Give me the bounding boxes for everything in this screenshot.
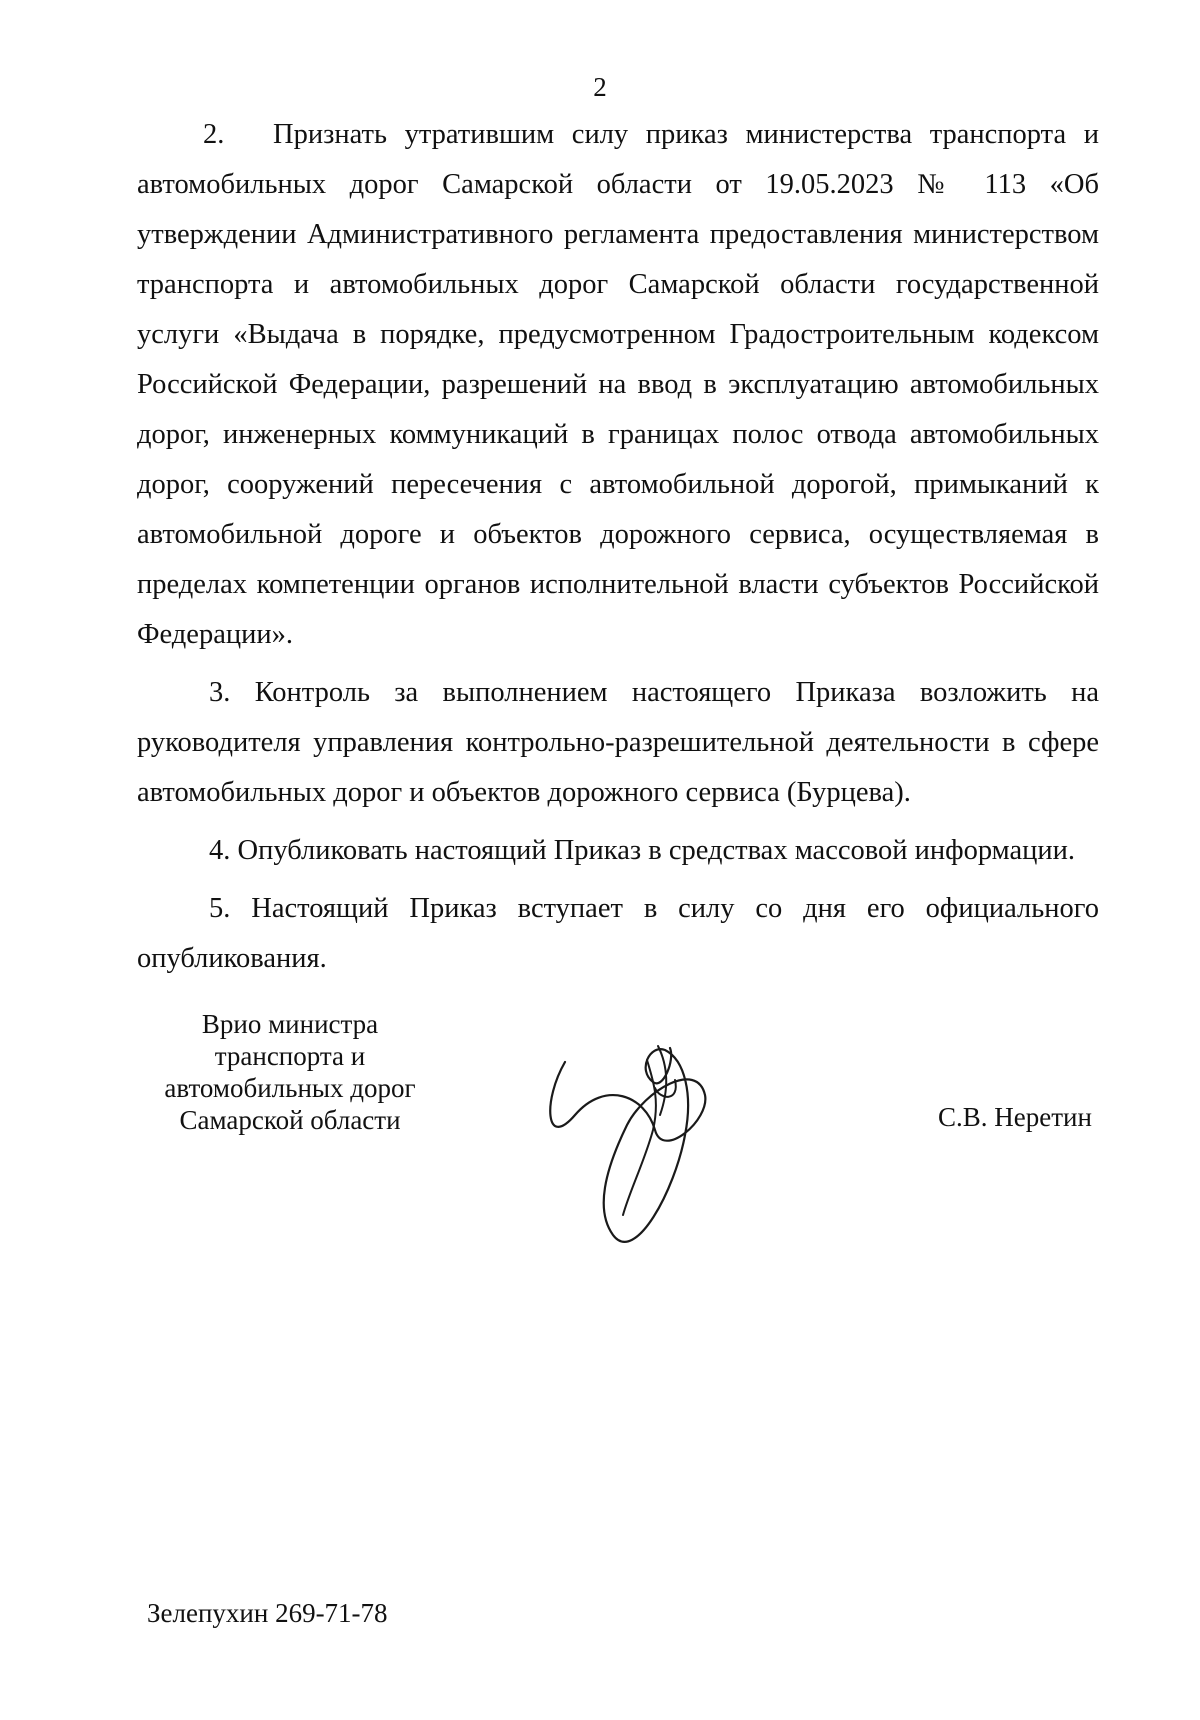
clause-5-text: Настоящий Приказ вступает в силу со дня его официального опубликования.	[137, 893, 1100, 974]
clause-5	[137, 884, 1099, 984]
page-number: 2	[593, 72, 607, 102]
executor-contact: Зелепухин 269-71-78	[147, 1598, 388, 1628]
signatory-title-line: Врио министра	[201, 1009, 379, 1039]
clause-5-number: 5.	[209, 893, 231, 924]
signatory-title-line: Самарской области	[179, 1105, 401, 1135]
clause-3	[137, 668, 1099, 818]
clause-3-number: 3.	[209, 677, 231, 708]
clause-2-number: 2.	[203, 119, 225, 150]
clause-4-number: 4.	[209, 835, 231, 866]
clause-3-text: Контроль за выполнением настоящего Приказа возложить на руководителя управления контрольно-разрешительной деятельности в сфере автомобильных дорог и объектов дорожного сервиса (Бурцева).	[137, 677, 1099, 808]
handwritten-signature	[535, 1040, 755, 1255]
clause-4-text: Опубликовать настоящий Приказ в средствах массовой информации.	[237, 835, 1076, 866]
clause-2	[137, 110, 1099, 660]
clause-4	[137, 826, 1099, 876]
signatory-title	[130, 1008, 450, 1136]
signatory-title-line: транспорта и	[214, 1041, 366, 1071]
document-body	[137, 110, 1099, 984]
signatory-name: С.В. Неретин	[938, 1102, 1092, 1132]
signatory-title-line: автомобильных дорог	[164, 1073, 416, 1103]
clause-2-text: Признать утратившим силу приказ министерства транспорта и автомобильных дорог Самарской области от 19.05.2023 № 113 «Об утверждении Административного регламента предоставления министерством транспорта и автомобильных дорог Самарской области государственной услуги «Выдача в порядке, предусмотренном Градостроительным кодексом Российской Федерации, разрешений на ввод в эксплуатацию автомобильных дорог, инженерных коммуникаций в границах полос отвода автомобильных дорог, сооружений пересечения с автомобильной дорогой, примыканий к автомобильной дороге и объектов дорожного сервиса, осуществляемая в пределах компетенции органов исполнительной власти субъектов Российской Федерации».	[137, 119, 1099, 650]
